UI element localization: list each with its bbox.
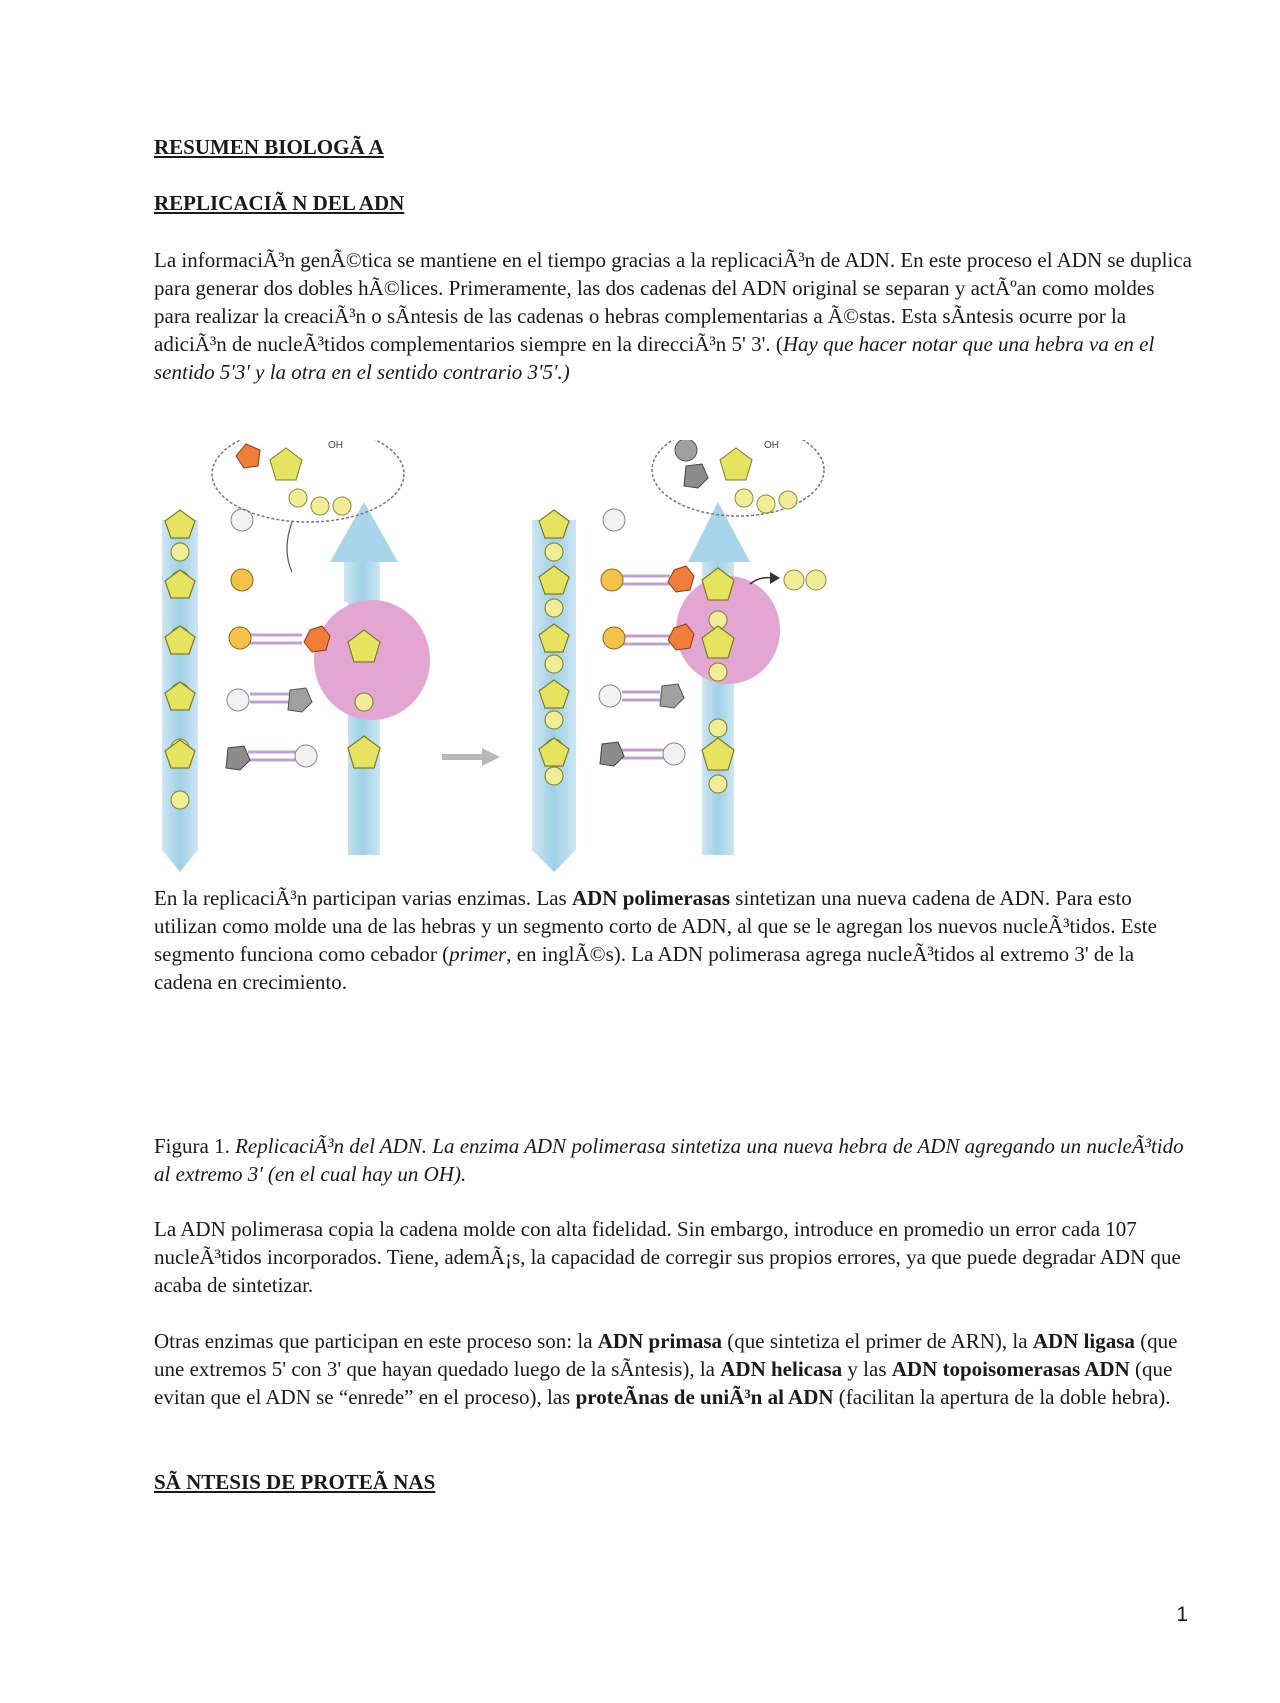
- base-a-icon: [603, 627, 625, 649]
- section-heading-replicacion: REPLICACIÃ N DEL ADN: [154, 191, 405, 215]
- paragraph-otras-text-1: Otras enzimas que participan en este proceso son: la: [154, 1329, 598, 1353]
- released-phosphates: [750, 570, 826, 590]
- paragraph-otras-text-5: (que evitan que el ADN se “enrede” en el proceso), las: [154, 1357, 1173, 1409]
- term-adn-polimerasas: ADN polimerasas: [571, 886, 731, 910]
- figure-caption-text: ReplicaciÃ³n del ADN. La enzima ADN polimerasa sintetiza una nueva hebra de ADN agregando un nucleÃ³tido al extremo 3' (en el cual hay un OH).: [154, 1134, 1184, 1186]
- base-g-icon: [226, 746, 250, 770]
- base-t-icon: [668, 566, 694, 592]
- term-primer: primer: [449, 942, 507, 966]
- term-adn-primasa: ADN primasa: [597, 1329, 723, 1353]
- paragraph-otras-text-3: (que une extremos 5' con 3' que hayan quedado luego de la sÃntesis), la: [154, 1329, 1178, 1381]
- base-c-icon: [599, 685, 621, 707]
- term-adn-ligasa: ADN ligasa: [1032, 1329, 1135, 1353]
- oh-label-left: OH: [328, 440, 343, 451]
- base-g-icon: [288, 688, 312, 712]
- base-c-icon: [295, 745, 317, 767]
- paragraph-enzimas-text-3: , en inglÃ©s). La ADN polimerasa agrega nucleÃ³tidos al extremo 3' de la cadena en crecimiento.: [154, 942, 1135, 994]
- paragraph-intro-italic: Hay que hacer notar que una hebra va en el sentido 5'3' y la otra en el sentido contrario 3'5'.): [154, 332, 1155, 384]
- paragraph-enzimas: [154, 884, 1194, 996]
- base-c-icon: [603, 509, 625, 531]
- figure-caption: [154, 1132, 1194, 1188]
- paragraph-enzimas-text-1: En la replicaciÃ³n participan varias enzimas. Las: [154, 886, 572, 910]
- oh-label-right: OH: [764, 440, 779, 451]
- incoming-g-base-icon: [675, 440, 697, 461]
- term-proteinas-union: proteÃnas de uniÃ³n al ADN: [575, 1385, 834, 1409]
- base-g-icon: [660, 684, 684, 708]
- paragraph-fidelidad: La ADN polimerasa copia la cadena molde con alta fidelidad. Sin embargo, introduce en promedio un error cada 107 nucleÃ³tidos incorporados. Tiene, ademÃ¡s, la capacidad de corregir sus propios errores, ya que puede degradar ADN que acaba de sintetizar.: [154, 1217, 1181, 1297]
- page-number: 1: [1176, 1603, 1188, 1626]
- section-heading-sintesis: SÃ NTESIS DE PROTEÃ NAS: [154, 1470, 436, 1494]
- document-title: RESUMEN BIOLOGÃ A: [154, 135, 384, 159]
- base-a-icon: [231, 569, 253, 591]
- incoming-sugar-icon: [720, 448, 752, 480]
- base-a-icon: [229, 627, 251, 649]
- dna-replication-figure: [160, 440, 880, 880]
- paragraph-otras-text-6: (facilitan la apertura de la doble hebra).: [833, 1385, 1171, 1409]
- term-topoisomerasas: ADN topoisomerasas ADN: [891, 1357, 1130, 1381]
- paragraph-intro: [154, 246, 1194, 386]
- term-adn-helicasa: ADN helicasa: [720, 1357, 843, 1381]
- incoming-t-base-icon: [236, 444, 260, 468]
- incoming-phosphates-left: [289, 489, 351, 515]
- paragraph-intro-text: La informaciÃ³n genÃ©tica se mantiene en el tiempo gracias a la replicaciÃ³n de ADN. En este proceso el ADN se duplica para generar dos dobles hÃ©lices. Primeramente, las dos cadenas del ADN original se separan y actÃºan como moldes para realizar la creaciÃ³n o sÃntesis de las cadenas o hebras complementarias a Ã©stas. Esta sÃntesis ocurre por la adiciÃ³n de nucleÃ³tidos complementarios siempre en la direcciÃ³n 5' 3'. (: [154, 248, 1192, 356]
- base-c-icon: [663, 743, 685, 765]
- paragraph-otras-enzimas: [154, 1327, 1194, 1411]
- figure-panel-before: [162, 440, 430, 872]
- figure-caption-label: Figura 1.: [154, 1134, 236, 1158]
- incoming-g-ring-icon: [684, 464, 708, 488]
- figure-panel-after: [532, 440, 826, 872]
- incoming-sugar-icon: [270, 448, 302, 480]
- paragraph-otras-text-4: y las: [842, 1357, 892, 1381]
- base-c-icon: [227, 689, 249, 711]
- paragraph-enzimas-text-2: sintetizan una nueva cadena de ADN. Para esto utilizan como molde una de las hebras y un segmento corto de ADN, al que se le agregan los nuevos nucleÃ³tidos. Este segmento funciona como cebador (: [154, 886, 1157, 966]
- transition-arrow: [442, 748, 500, 766]
- paragraph-otras-text-2: (que sintetiza el primer de ARN), la: [722, 1329, 1033, 1353]
- bases-left: [226, 509, 330, 770]
- base-g-icon: [600, 742, 624, 766]
- base-a-icon: [601, 569, 623, 591]
- callout-pointer-left: [287, 522, 292, 572]
- hydrogen-bonds-right: [620, 576, 670, 758]
- incoming-phosphates-right: [735, 489, 797, 513]
